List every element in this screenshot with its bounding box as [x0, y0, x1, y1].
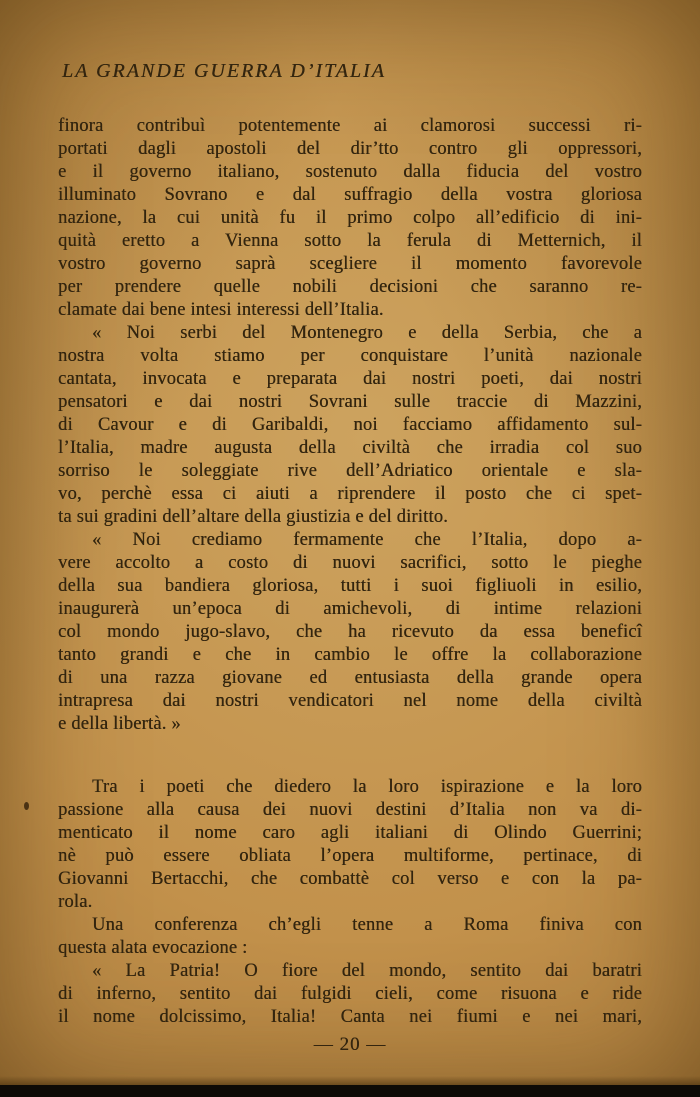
text-line: pensatori e dai nostri Sovrani sulle traccie di Mazzini,: [58, 392, 642, 412]
text-line: « Noi serbi del Montenegro e della Serbia, che a: [92, 323, 642, 343]
text-line: e della libertà. »: [58, 714, 181, 734]
text-line: menticato il nome caro agli italiani di Olindo Guerrini;: [58, 823, 642, 843]
text-line: vo, perchè essa ci aiuti a riprendere il posto che ci spet-: [58, 484, 642, 504]
text-line: passione alla causa dei nuovi destini d’Italia non va di-: [58, 800, 642, 820]
text-line: intrapresa dai nostri vendicatori nel nome della civiltà: [58, 691, 642, 711]
text-line: questa alata evocazione :: [58, 938, 248, 958]
text-line: col mondo jugo-slavo, che ha ricevuto da essa beneficî: [58, 622, 642, 642]
text-line: Una conferenza ch’egli tenne a Roma finiva con: [92, 915, 642, 935]
paragraph: [58, 115, 642, 322]
text-line: vostro governo saprà scegliere il momento favorevole: [58, 254, 642, 274]
text-line: portati dagli apostoli del dir’tto contro gli oppressori,: [58, 139, 642, 159]
ink-speck: [24, 802, 29, 810]
page-header: LA GRANDE GUERRA D’ITALIA: [62, 60, 386, 82]
text-line: sorriso le soleggiate rive dell’Adriatico orientale e sla-: [58, 461, 642, 481]
text-line: « Noi crediamo fermamente che l’Italia, dopo a-: [92, 530, 642, 550]
text-line: tanto grandi e che in cambio le offre la collaborazione: [58, 645, 642, 665]
paragraph: [58, 529, 642, 736]
paragraph: [58, 914, 642, 960]
paragraph: [58, 960, 642, 1029]
text-line: Giovanni Bertacchi, che combattè col verso e con la pa-: [58, 869, 642, 889]
text-line: di una razza giovane ed entusiasta della grande opera: [58, 668, 642, 688]
text-line: di inferno, sentito dai fulgidi cieli, come risuona e ride: [58, 984, 642, 1004]
text-line: l’Italia, madre augusta della civiltà che irradia col suo: [58, 438, 642, 458]
text-line: « La Patria! O fiore del mondo, sentito dai baratri: [92, 961, 642, 981]
text-line: rola.: [58, 892, 93, 912]
page-number: — 20 —: [313, 1034, 387, 1055]
text-line: nazione, la cui unità fu il primo colpo all’edificio di ini-: [58, 208, 642, 228]
text-line: per prendere quelle nobili decisioni che saranno re-: [58, 277, 642, 297]
text-line: Tra i poeti che diedero la loro ispirazione e la loro: [92, 777, 642, 797]
scan-edge: [0, 1085, 700, 1097]
text-line: nostra volta stiamo per conquistare l’unità nazionale: [58, 346, 642, 366]
text-line: della sua bandiera gloriosa, tutti i suoi figliuoli in esilio,: [58, 576, 642, 596]
paragraph: [58, 322, 642, 529]
text-line: illuminato Sovrano e dal suffragio della vostra gloriosa: [58, 185, 642, 205]
text-line: cantata, invocata e preparata dai nostri poeti, dai nostri: [58, 369, 642, 389]
paragraph: [58, 776, 642, 914]
text-line: quità eretto a Vienna sotto la ferula di Metternich, il: [58, 231, 642, 251]
text-line: inaugurerà un’epoca di amichevoli, di intime relazioni: [58, 599, 642, 619]
text-line: finora contribuì potentemente ai clamorosi successi ri-: [58, 116, 642, 136]
text-line: nè può essere obliata l’opera multiforme, pertinace, di: [58, 846, 642, 866]
text-line: clamate dai bene intesi interessi dell’Italia.: [58, 300, 384, 320]
text-line: il nome dolcissimo, Italia! Canta nei fiumi e nei mari,: [58, 1007, 642, 1027]
text-line: ta sui gradini dell’altare della giustizia e del diritto.: [58, 507, 449, 527]
text-block: [58, 115, 642, 1029]
text-line: e il governo italiano, sostenuto dalla fiducia del vostro: [58, 162, 642, 182]
text-line: di Cavour e di Garibaldi, noi facciamo affidamento sul-: [58, 415, 642, 435]
text-line: vere accolto a costo di nuovi sacrifici, sotto le pieghe: [58, 553, 642, 573]
